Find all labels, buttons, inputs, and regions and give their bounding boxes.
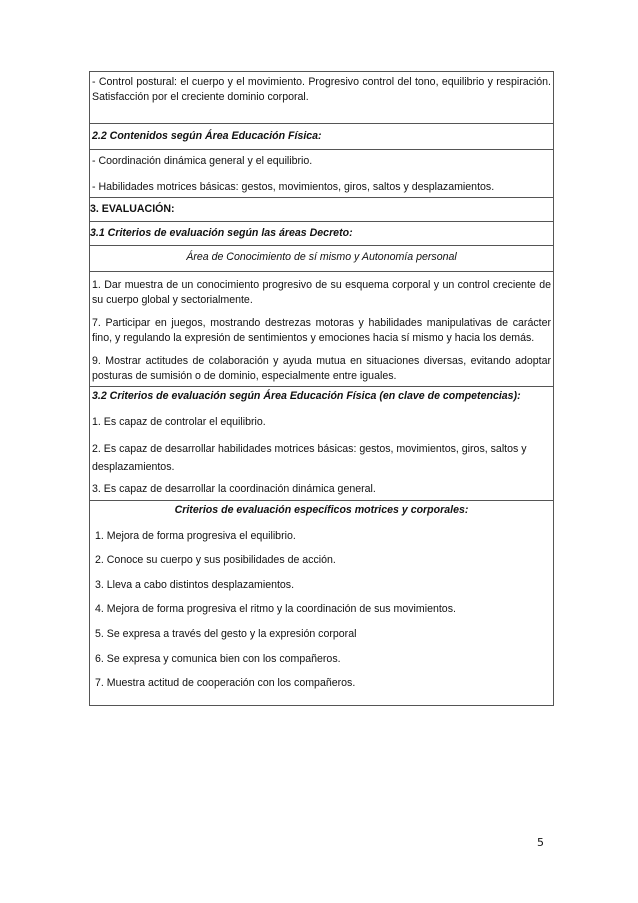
evaluation-table	[89, 71, 554, 706]
criterio-especifico-item: 2. Conoce su cuerpo y sus posibilidades de acción.	[95, 554, 336, 567]
criterio-especifico-item: 7. Muestra actitud de cooperación con los compañeros.	[95, 677, 356, 690]
criterios-decreto-title: 3.1 Criterios de evaluación según las áreas Decreto:	[90, 227, 353, 239]
row-criterios-decreto-items	[90, 272, 553, 387]
criterio-especifico-item: 6. Se expresa y comunica bien con los compañeros.	[95, 652, 341, 665]
contenido-item: - Coordinación dinámica general y el equilibrio.	[92, 155, 313, 167]
criterio-decreto-item: 1. Dar muestra de un conocimiento progresivo de su esquema corporal y un control creciente de su cuerpo global y sectorialmente.	[92, 279, 551, 306]
contenidos-title: 2.2 Contenidos según Área Educación Física:	[92, 130, 322, 142]
criterios-ef-title: 3.2 Criterios de evaluación según Área Educación Física (en clave de competencias):	[92, 390, 521, 402]
row-evaluacion-title	[90, 198, 553, 222]
criterio-especifico-item: 4. Mejora de forma progresiva el ritmo y la coordinación de sus movimientos.	[95, 603, 456, 616]
criterio-especifico-item: 3. Lleva a cabo distintos desplazamientos.	[95, 578, 295, 591]
criterio-especifico-item: 1. Mejora de forma progresiva el equilibrio.	[95, 529, 296, 542]
criterio-decreto-item: 9. Mostrar actitudes de colaboración y ayuda mutua en situaciones diversas, evitando adoptar posturas de sumisión o de dominio, especialmente entre iguales.	[92, 355, 551, 382]
criterio-decreto-item: 7. Participar en juegos, mostrando destrezas motoras y habilidades manipulativas de carácter fino, y regulando la expresión de sentimientos y emociones hacia sí mismo y hacia los demás.	[92, 317, 551, 344]
criterio-especifico-item: 5. Se expresa a través del gesto y la expresión corporal	[95, 627, 357, 640]
row-criterios-ef	[90, 387, 553, 501]
criterio-ef-item: 2. Es capaz de desarrollar habilidades motrices básicas: gestos, movimientos, giros, saltos y desplazamientos.	[92, 443, 527, 474]
row-contenidos-items	[90, 150, 553, 198]
row-contenidos-title	[90, 124, 553, 150]
control-postural-text: - Control postural: el cuerpo y el movimiento. Progresivo control del tono, equilibrio y respiración. Satisfacción por el creciente dominio corporal.	[92, 76, 551, 103]
evaluacion-title: 3. EVALUACIÓN:	[90, 203, 175, 215]
row-criterios-especificos	[90, 501, 553, 705]
page-number: 5	[537, 836, 544, 849]
criterio-ef-item: 3. Es capaz de desarrollar la coordinación dinámica general.	[92, 483, 376, 496]
row-criterios-decreto-title	[90, 222, 553, 246]
criterio-ef-item: 1. Es capaz de controlar el equilibrio.	[92, 415, 266, 428]
row-control-postural	[90, 72, 553, 124]
contenido-item: - Habilidades motrices básicas: gestos, movimientos, giros, saltos y desplazamientos.	[92, 180, 495, 193]
criterios-especificos-title: Criterios de evaluación específicos motrices y corporales:	[174, 504, 469, 516]
area-title: Área de Conocimiento de sí mismo y Autonomía personal	[186, 251, 457, 263]
row-area-title	[90, 246, 553, 272]
